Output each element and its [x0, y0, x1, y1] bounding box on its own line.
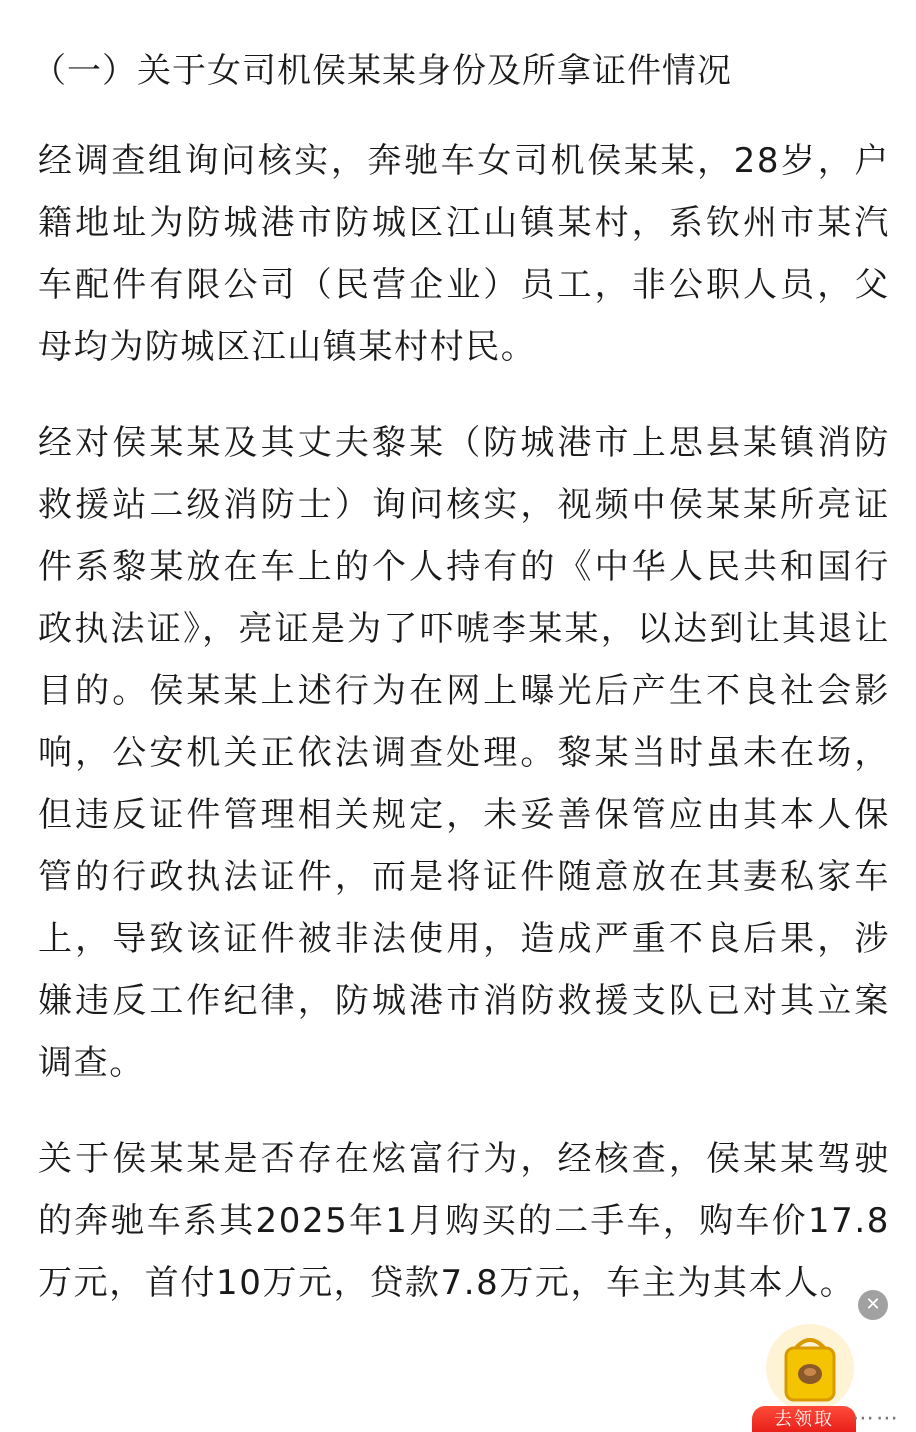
- article: [32, 40, 890, 1348]
- section-heading: （一）关于女司机侯某某身份及所拿证件情况: [32, 51, 732, 91]
- claim-button[interactable]: 去领取: [752, 1406, 856, 1432]
- close-icon[interactable]: ✕: [858, 1290, 888, 1320]
- paragraph-identity: 经调查组询问核实，奔驰车女司机侯某某，28岁，户籍地址为防城港市防城区江山镇某村，系钦州市某汽车配件有限公司（民营企业）员工，非公职人员，父母均为防城区江山镇某村村民。: [38, 141, 890, 367]
- paragraph-wealth: 关于侯某某是否存在炫富行为，经核查，侯某某驾驶的奔驰车系其2025年1月购买的二手车，购车价17.8万元，首付10万元，贷款7.8万元，车主为其本人。: [38, 1139, 890, 1303]
- more-icon[interactable]: ⋯⋯: [852, 1406, 900, 1431]
- paragraph-certificate: 经对侯某某及其丈夫黎某（防城港市上思县某镇消防救援站二级消防士）询问核实，视频中侯某某所亮证件系黎某放在车上的个人持有的《中华人民共和国行政执法证》，亮证是为了吓唬李某某，以达到让其退让目的。侯某某上述行为在网上曝光后产生不良社会影响，公安机关正依法调查处理。黎某当时虽未在场，但违反证件管理相关规定，未妥善保管应由其本人保管的行政执法证件，而是将证件随意放在其妻私家车上，导致该证件被非法使用，造成严重不良后果，涉嫌违反工作纪律，防城港市消防救援支队已对其立案调查。: [38, 423, 890, 1083]
- shopping-bag-icon[interactable]: [764, 1320, 856, 1410]
